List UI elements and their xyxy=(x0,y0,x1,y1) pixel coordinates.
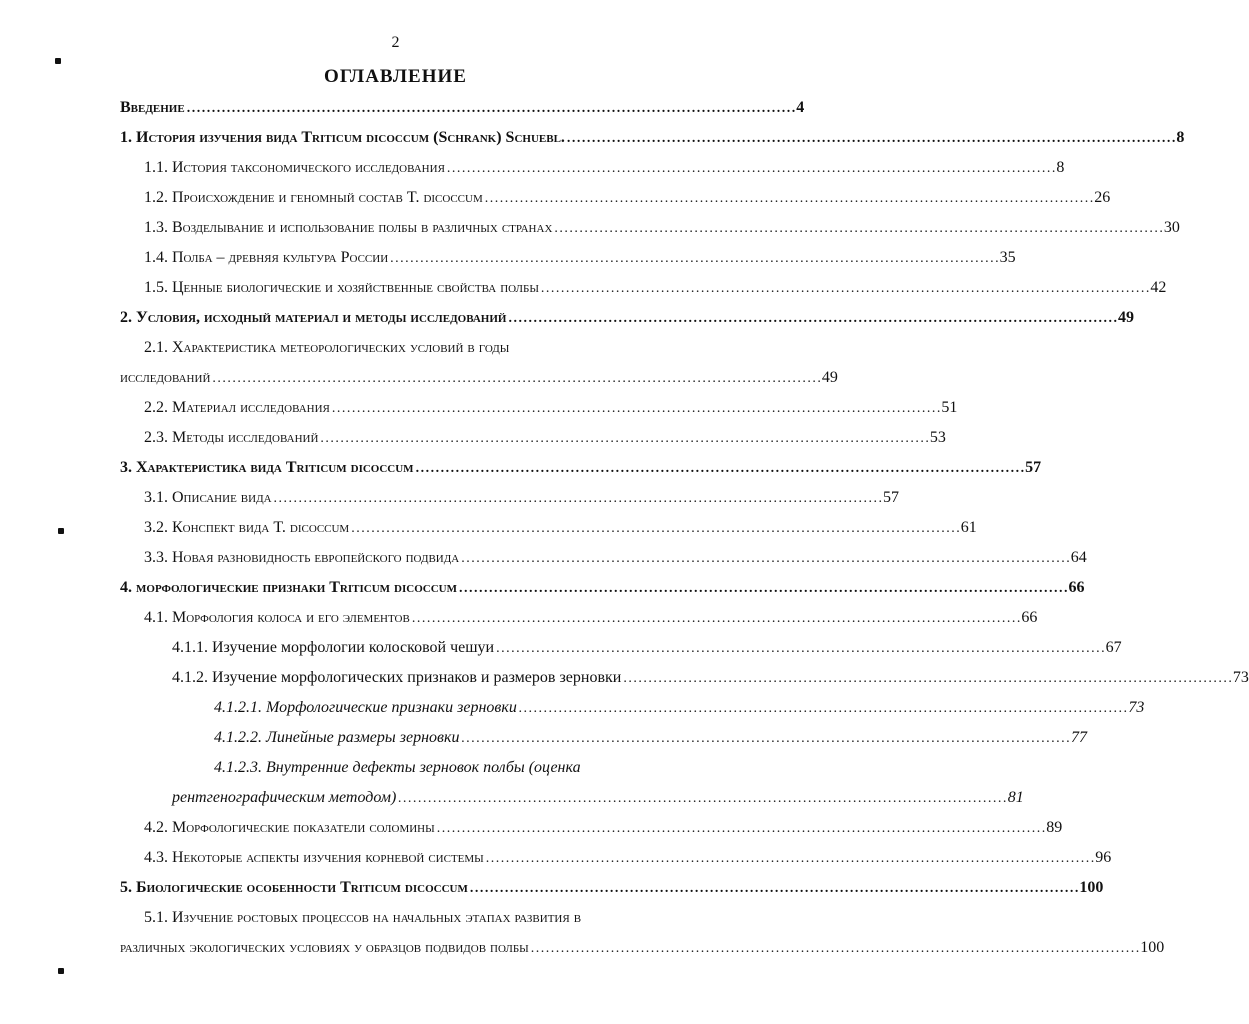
toc-entry-title: Введение xyxy=(120,99,185,116)
page-number: 2 xyxy=(391,34,400,51)
toc-entry-page: 8 xyxy=(1056,159,1065,176)
toc-entry-page: 57 xyxy=(883,489,900,506)
toc-entry-title: 1.4. Полба – древняя культура России xyxy=(144,249,389,266)
toc-entry[interactable] xyxy=(144,548,1087,569)
toc-entry[interactable] xyxy=(144,278,1167,299)
toc-entry-title: 5. Биологические особенности Triticum dicoccum xyxy=(120,879,468,896)
toc-entry-page: 30 xyxy=(1163,219,1180,236)
toc-entry-page: 96 xyxy=(1095,849,1112,866)
toc-entry-page: 81 xyxy=(1007,789,1024,806)
toc-entry-page: 61 xyxy=(960,519,977,536)
toc-heading: ОГЛАВЛЕНИЕ xyxy=(324,66,467,87)
toc-entry[interactable] xyxy=(144,488,900,509)
toc-entry[interactable] xyxy=(120,128,1185,149)
toc-entry-title: 4.1.2. Изучение морфологических признаков и размеров зерновки xyxy=(172,669,622,686)
toc-entry[interactable] xyxy=(144,608,1038,629)
toc-entry[interactable] xyxy=(120,308,1134,329)
toc-entry-title: 4.3. Некоторые аспекты изучения корневой системы xyxy=(144,849,484,866)
toc-entry-page: 49 xyxy=(1117,309,1134,326)
toc-entry-title: 4.1. Морфология колоса и его элементов xyxy=(144,609,410,626)
toc-entry[interactable] xyxy=(172,788,1024,809)
toc-entry-page: 64 xyxy=(1070,549,1087,566)
toc-entry-title: рентгенографическим методом) xyxy=(172,789,397,806)
toc-entry-title: 3.3. Новая разновидность европейского подвида xyxy=(144,549,460,566)
toc-entry[interactable] xyxy=(144,218,1180,239)
toc-entry-title: 2. Условия, исходный материал и методы исследований xyxy=(120,309,507,326)
toc-entry[interactable] xyxy=(214,698,1145,719)
toc-entry-page: 57 xyxy=(1025,459,1042,476)
toc-entry-title: исследований xyxy=(120,369,211,386)
toc-entry-page: 89 xyxy=(1046,819,1063,836)
toc-entry-page: 42 xyxy=(1150,279,1167,296)
toc-entry[interactable] xyxy=(120,458,1042,479)
toc-entry-title: 4.2. Морфологические показатели соломины xyxy=(144,819,435,836)
toc-entry[interactable] xyxy=(144,818,1063,839)
scan-mark xyxy=(55,58,61,64)
toc-entry-page: 26 xyxy=(1094,189,1111,206)
toc-entry-title: 3.1. Описание вида xyxy=(144,489,272,506)
toc-entry-page: 100 xyxy=(1140,939,1165,956)
toc-entry[interactable] xyxy=(144,848,1112,869)
toc-entry[interactable] xyxy=(214,728,1087,749)
toc-entry[interactable] xyxy=(120,938,1165,959)
toc-entry[interactable] xyxy=(120,578,1085,599)
toc-entry-page: 53 xyxy=(929,429,946,446)
toc-entry-title: 4.1.2.1. Морфологические признаки зерновки xyxy=(214,699,517,716)
toc-entry[interactable] xyxy=(144,398,958,419)
toc-entry[interactable] xyxy=(144,428,946,449)
toc-entry[interactable] xyxy=(144,248,1016,269)
toc-entry-title: 1. История изучения вида Triticum dicoccum (Schrank) Schuebl. xyxy=(120,129,565,146)
toc-entry-title: 3.2. Конспект вида T. dicoccum xyxy=(144,519,350,536)
toc-entry[interactable] xyxy=(172,668,1249,689)
toc-entry-page: 73 xyxy=(1128,699,1145,716)
toc-entry-page: 4 xyxy=(796,99,805,116)
toc-entry-page: 67 xyxy=(1105,639,1122,656)
toc-entry-page: 35 xyxy=(999,249,1016,266)
toc-entry-title: 1.3. Возделывание и использование полбы в различных странах xyxy=(144,219,553,236)
toc-entry-page: 51 xyxy=(941,399,958,416)
toc-entry-page: 73 xyxy=(1232,669,1249,686)
toc-entry-page: 66 xyxy=(1068,579,1085,596)
toc-entry-title: 4. морфологические признаки Triticum dicoccum xyxy=(120,579,457,596)
scan-mark xyxy=(58,528,64,534)
toc-entry-page: 100 xyxy=(1079,879,1104,896)
toc-entry-page: 49 xyxy=(821,369,838,386)
toc-entry-title: 3. Характеристика вида Triticum dicoccum xyxy=(120,459,414,476)
toc-entry-title-line: 2.1. Характеристика метеорологических условий в годы xyxy=(144,339,510,356)
toc-entry-title: 4.1.1. Изучение морфологии колосковой чешуи xyxy=(172,639,495,656)
scan-mark xyxy=(58,968,64,974)
toc-entry-title: 2.3. Методы исследований xyxy=(144,429,319,446)
toc-entry[interactable] xyxy=(120,98,805,119)
toc-entry[interactable] xyxy=(144,188,1111,209)
toc-entry-title: 2.2. Материал исследования xyxy=(144,399,330,416)
toc-entry[interactable] xyxy=(144,158,1065,179)
toc-entry-page: 77 xyxy=(1070,729,1087,746)
toc-entry[interactable] xyxy=(120,878,1104,899)
toc-entry-title: 1.5. Ценные биологические и хозяйственные свойства полбы xyxy=(144,279,539,296)
toc-entry-title: 1.2. Происхождение и геномный состав T. dicoccum xyxy=(144,189,483,206)
toc-entry-title: различных экологических условиях у образцов подвидов полбы xyxy=(120,939,529,956)
toc-entry[interactable] xyxy=(172,638,1122,659)
toc-entry[interactable] xyxy=(120,368,838,389)
toc-entry[interactable] xyxy=(144,518,977,539)
toc-entry-page: 8 xyxy=(1176,129,1185,146)
toc-entry-title: 4.1.2.2. Линейные размеры зерновки xyxy=(214,729,460,746)
toc-entry-title-line: 4.1.2.3. Внутренние дефекты зерновок полбы (оценка xyxy=(214,759,581,776)
toc-entry-title: 1.1. История таксономического исследования xyxy=(144,159,445,176)
toc-entry-title-line: 5.1. Изучение ростовых процессов на начальных этапах развития в xyxy=(144,909,582,926)
toc-entry-page: 66 xyxy=(1021,609,1038,626)
